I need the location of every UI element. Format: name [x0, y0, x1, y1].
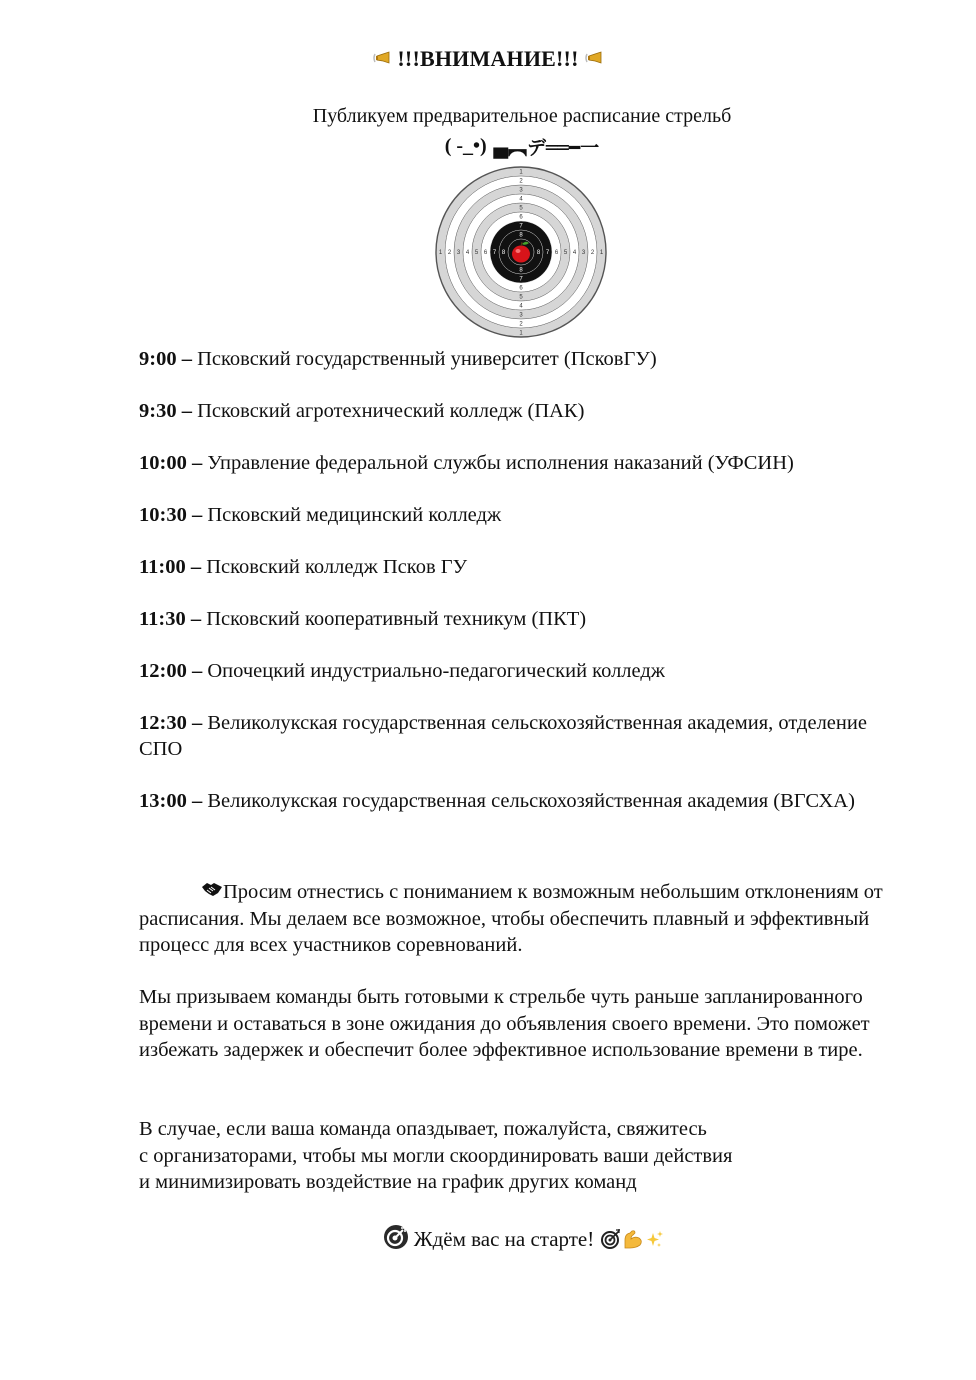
schedule-item	[139, 788, 899, 814]
target-ring-number: 7	[492, 250, 497, 257]
schedule-dash: –	[181, 400, 192, 422]
schedule-time: 12:00	[139, 660, 187, 682]
schedule-item	[139, 606, 899, 632]
target-ring-number: 3	[519, 187, 523, 194]
target-ring-number: 4	[519, 196, 523, 203]
closing-line	[0, 1224, 976, 1252]
schedule-item	[139, 658, 899, 684]
schedule-time: 12:30	[139, 712, 187, 734]
schedule-team: Опочецкий индустриально-педагогический колледж	[207, 660, 665, 682]
schedule-dash: –	[181, 348, 192, 370]
megaphone-icon	[585, 51, 603, 65]
closing-text: Ждём вас на старте!	[413, 1227, 595, 1251]
note-3-line-3: и минимизировать воздействие на график других команд	[139, 1171, 637, 1193]
schedule-dash: –	[190, 608, 202, 630]
schedule-dash: –	[191, 452, 203, 474]
target-ring-number: 5	[563, 250, 568, 257]
target-ring-number: 5	[519, 294, 523, 301]
target-ring-number: 3	[581, 250, 586, 257]
schedule-team: Псковский агротехнический колледж (ПАК)	[197, 400, 585, 422]
target-ring-number: 1	[519, 330, 523, 337]
target-ring-number: 7	[519, 276, 523, 283]
target-ring-number: 7	[545, 250, 550, 257]
target-ring-number: 5	[519, 205, 523, 212]
flexed-biceps-icon	[622, 1228, 644, 1250]
schedule-item	[139, 346, 899, 372]
schedule-team: Управление федеральной службы исполнения наказаний (УФСИН)	[207, 452, 794, 474]
megaphone-icon	[373, 51, 391, 65]
target-ring-number: 2	[590, 250, 595, 257]
schedule-team: Великолукская государственная сельскохозяйственная академия (ВГСХА)	[207, 790, 855, 812]
schedule-dash: –	[191, 712, 203, 734]
shooting-target-image	[435, 166, 607, 338]
schedule-team: Псковский государственный университет (ПсковГУ)	[197, 348, 657, 370]
handshake-icon	[201, 881, 223, 897]
title-text: !!!ВНИМАНИЕ!!!	[397, 46, 579, 71]
target-ring-number: 8	[501, 250, 506, 257]
direct-hit-icon	[600, 1228, 622, 1250]
schedule-dash: –	[191, 504, 203, 526]
note-3-line-1: В случае, если ваша команда опаздывает, пожалуйста, свяжитесь	[139, 1118, 707, 1140]
subtitle: Публикуем предварительное расписание стрельб	[312, 105, 732, 127]
target-ring-number: 2	[519, 321, 523, 328]
target-ring-number: 6	[519, 214, 523, 221]
target-ring-number: 6	[483, 250, 488, 257]
note-paragraph-3	[139, 1116, 899, 1196]
schedule-time: 9:00	[139, 348, 177, 370]
target-ring-number: 4	[465, 250, 470, 257]
target-ring-number: 1	[599, 250, 604, 257]
note-text-1: Просим отнестись с пониманием к возможным небольшим отклонениям от расписания. Мы делаем все возможное, чтобы обеспечить плавный и эффективный процесс для всех участников соревнований.	[139, 881, 883, 956]
schedule-time: 9:30	[139, 400, 177, 422]
schedule-time: 10:00	[139, 452, 187, 474]
target-ring-number: 1	[438, 250, 443, 257]
schedule-dash: –	[191, 790, 203, 812]
target-ring-number: 8	[519, 267, 523, 274]
schedule-time: 13:00	[139, 790, 187, 812]
target-ring-number: 2	[447, 250, 452, 257]
schedule-team: Псковский кооперативный техникум (ПКТ)	[206, 608, 587, 630]
schedule-time: 10:30	[139, 504, 187, 526]
target-ring-number: 6	[554, 250, 559, 257]
target-ring-number: 3	[519, 312, 523, 319]
emoticon-face: ( -_•)	[444, 135, 487, 157]
schedule-dash: –	[190, 556, 202, 578]
bullseye-icon	[383, 1224, 409, 1250]
target-ring-number: 8	[519, 232, 523, 239]
schedule-dash: –	[191, 660, 203, 682]
note-paragraph-1	[139, 879, 899, 959]
schedule-team: Великолукская государственная сельскохозяйственная академия, отделение СПО	[139, 712, 867, 760]
schedule-list	[139, 346, 899, 840]
note-3-line-2: с организаторами, чтобы мы могли скоординировать ваши действия	[139, 1144, 733, 1167]
target-ring-number: 2	[519, 178, 523, 185]
schedule-item	[139, 554, 899, 580]
schedule-item	[139, 398, 899, 424]
target-ring-number: 5	[474, 250, 479, 257]
target-ring-number: 6	[519, 285, 523, 292]
target-ring-number: 8	[536, 250, 541, 257]
schedule-item	[139, 502, 899, 528]
schedule-item	[139, 710, 899, 762]
target-ring-number: 4	[572, 250, 577, 257]
sparkles-icon	[644, 1230, 664, 1250]
note-paragraph-2: Мы призываем команды быть готовыми к стрельбе чуть раньше запланированного времени и оставаться в зоне ожидания до объявления своего времени. Это поможет избежать задержек и обеспечит более эффективное использование времени в тире.	[139, 986, 870, 1061]
target-ring-number: 3	[456, 250, 461, 257]
schedule-team: Псковский медицинский колледж	[207, 504, 502, 526]
gun-emoticon	[0, 133, 976, 160]
target-ring-number: 4	[519, 303, 523, 310]
target-ring-number: 7	[519, 223, 523, 230]
target-ring-number: 1	[519, 169, 523, 176]
gun-ascii-art: ▄︻デ══━一	[493, 137, 600, 159]
schedule-time: 11:00	[139, 556, 186, 578]
schedule-team: Псковский колледж Псков ГУ	[206, 556, 468, 578]
announcement-title	[0, 46, 976, 72]
schedule-item	[139, 450, 899, 476]
schedule-time: 11:30	[139, 608, 186, 630]
